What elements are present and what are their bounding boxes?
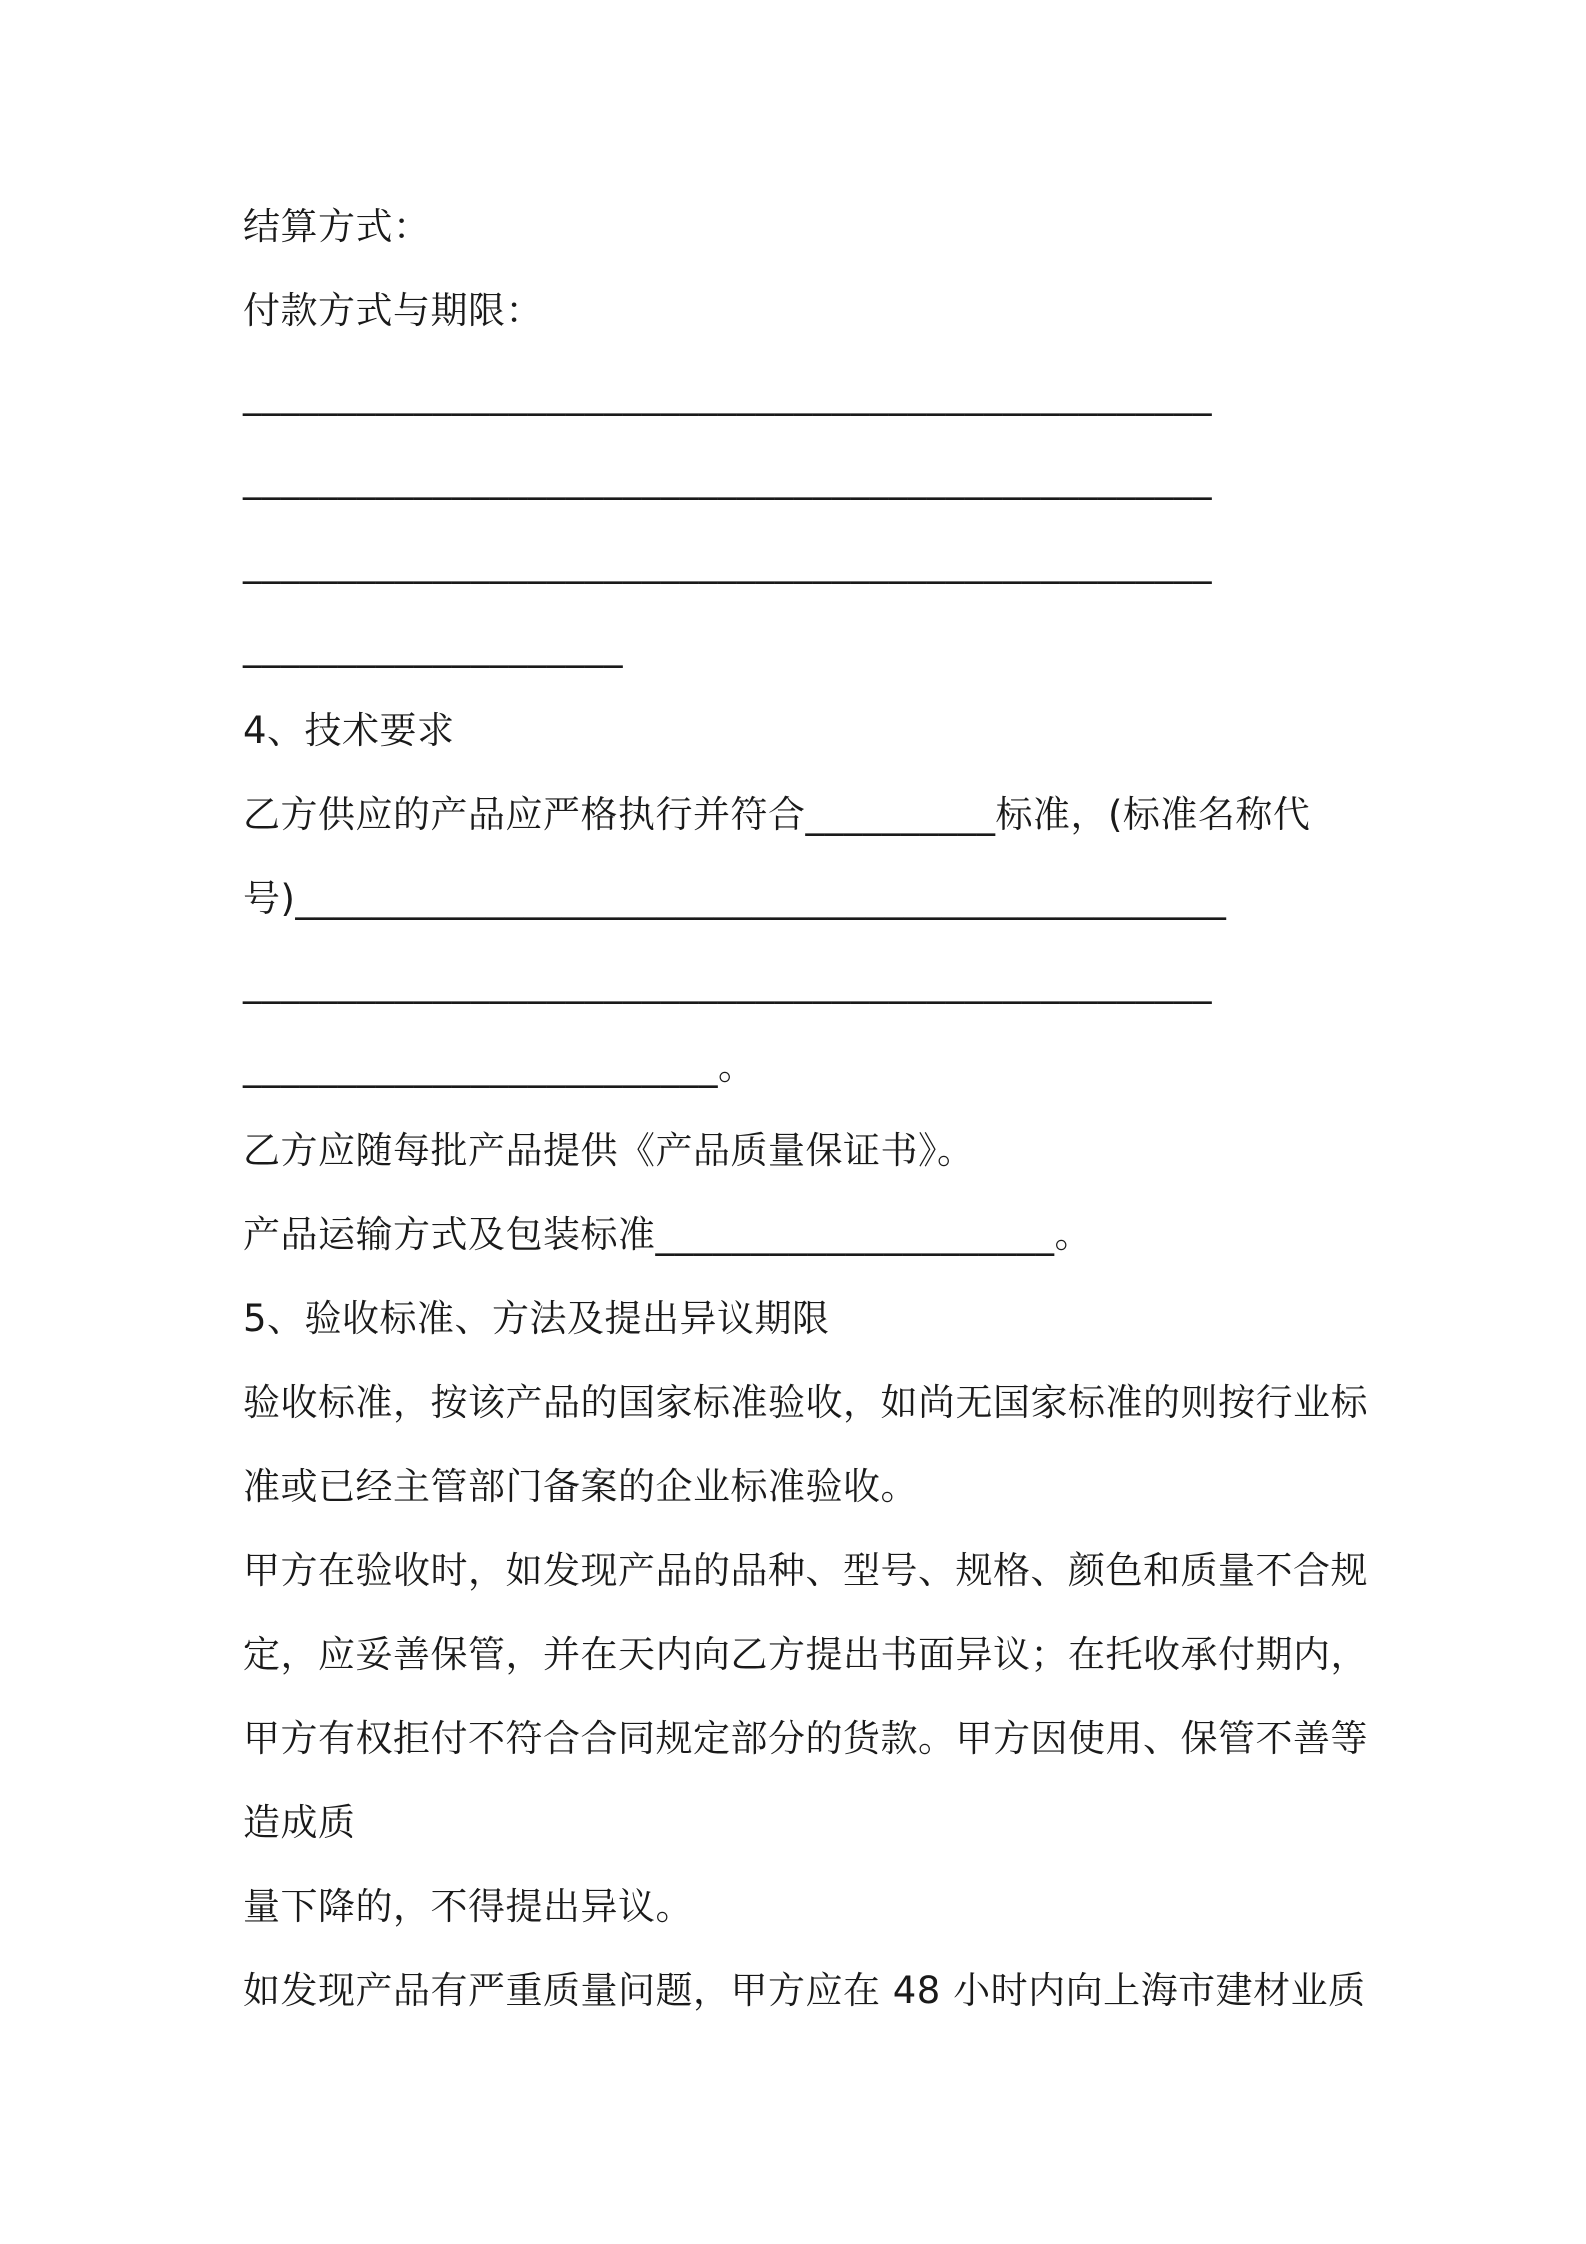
paragraph-line: 号)_________________________________________________ xyxy=(243,877,1227,920)
section-heading-acceptance: 5、验收标准、方法及提出异议期限 xyxy=(243,1297,830,1340)
paragraph-line: 定，应妥善保管，并在天内向乙方提出书面异议；在托收承付期内， xyxy=(243,1633,1368,1676)
paragraph-line: 量下降的，不得提出异议。 xyxy=(243,1885,693,1928)
paragraph-line: 产品运输方式及包装标准_____________________。 xyxy=(243,1213,1092,1256)
blank-fill-line: ___________________________________________________ xyxy=(243,541,1212,584)
paragraph-line: 甲方在验收时，如发现产品的品种、型号、规格、颜色和质量不合规 xyxy=(243,1549,1368,1592)
paragraph-line: 乙方应随每批产品提供《产品质量保证书》。 xyxy=(243,1129,975,1172)
blank-fill-line-short: ____________________ xyxy=(243,625,623,668)
blank-fill-line: ___________________________________________________ xyxy=(243,373,1212,416)
paragraph-line: 验收标准，按该产品的国家标准验收，如尚无国家标准的则按行业标 xyxy=(243,1381,1368,1424)
paragraph-line: 造成质 xyxy=(243,1801,356,1844)
paragraph-line: 甲方有权拒付不符合合同规定部分的货款。甲方因使用、保管不善等 xyxy=(243,1717,1368,1760)
section-heading-technical-requirements: 4、技术要求 xyxy=(243,709,455,752)
settlement-method-line: 结算方式： xyxy=(243,205,431,248)
blank-fill-line: ___________________________________________________ xyxy=(243,457,1212,500)
blank-fill-line: ___________________________________________________ xyxy=(243,961,1212,1004)
blank-fill-line-end: _________________________。 xyxy=(243,1045,756,1088)
payment-terms-line: 付款方式与期限： xyxy=(243,289,543,332)
paragraph-line: 准或已经主管部门备案的企业标准验收。 xyxy=(243,1465,918,1508)
paragraph-line: 如发现产品有严重质量问题，甲方应在 48 小时内向上海市建材业质 xyxy=(243,1969,1366,2012)
paragraph-line: 乙方供应的产品应严格执行并符合__________标准，(标准名称代 xyxy=(243,793,1311,836)
